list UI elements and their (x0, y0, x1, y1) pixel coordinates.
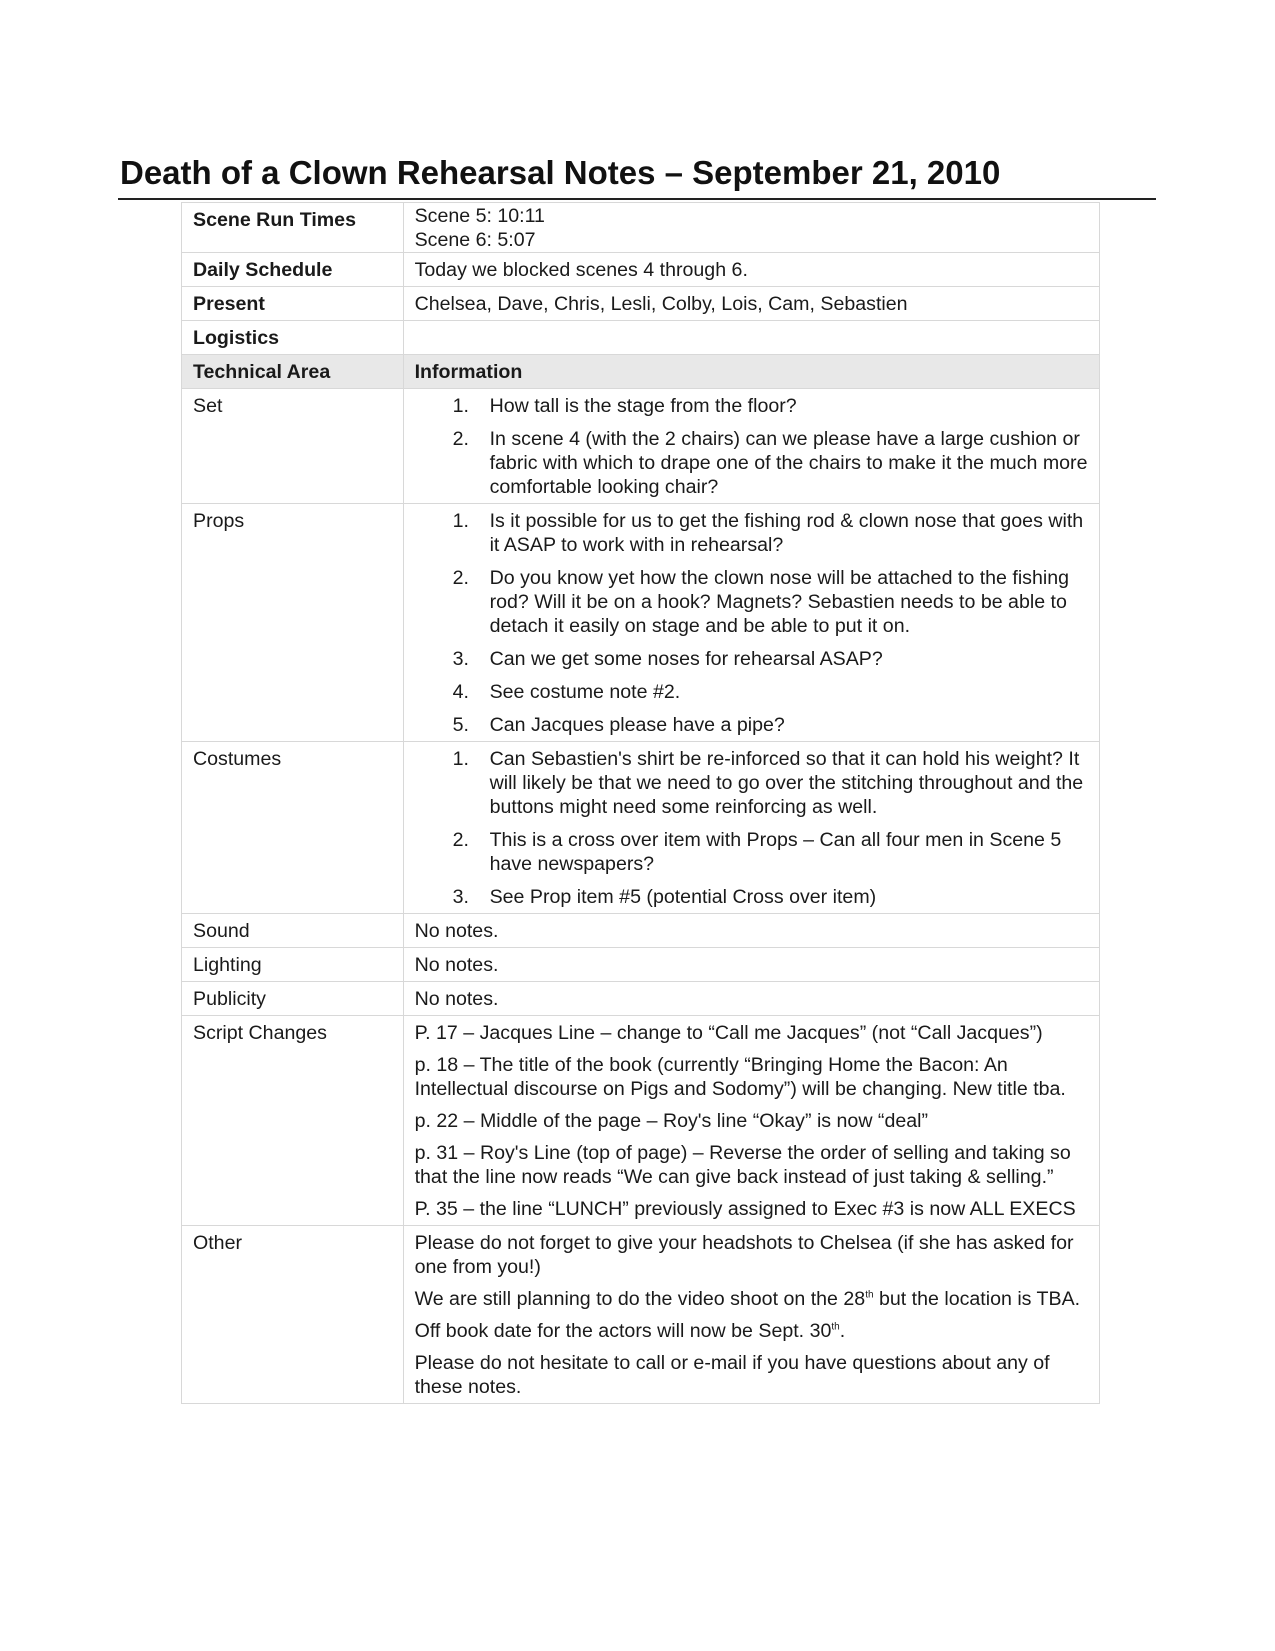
script-change-note: p. 18 – The title of the book (currently “Bringing Home the Bacon: An Intellectual discourse on Pigs and Sodomy”) will be changing. New title tba. (414, 1054, 1066, 1100)
scene-time-line: Scene 6: 5:07 (414, 229, 536, 251)
item-number: 2. (452, 567, 469, 589)
table-header-row (182, 355, 1100, 389)
list-item (415, 566, 1088, 638)
table-row (182, 203, 1100, 253)
publicity-value: No notes. (403, 982, 1099, 1016)
row-label-costumes: Costumes (182, 742, 404, 914)
scene-run-times-value (403, 203, 1099, 253)
row-label-present: Present (182, 287, 404, 321)
table-row (182, 389, 1100, 504)
item-text: This is a cross over item with Props – Can all four men in Scene 5 have newspapers? (489, 829, 1062, 875)
list-item (415, 647, 1088, 671)
table-row (182, 287, 1100, 321)
item-number: 1. (452, 510, 469, 532)
title-underline (118, 198, 1156, 200)
row-label-lighting: Lighting (182, 948, 404, 982)
item-number: 4. (452, 681, 469, 703)
ordinal-suffix: th (865, 1289, 874, 1301)
note-text: . (839, 1320, 846, 1342)
row-label-script-changes: Script Changes (182, 1016, 404, 1226)
table-row (182, 914, 1100, 948)
list-item (415, 828, 1088, 876)
other-note-contact: Please do not hesitate to call or e-mail if you have questions about any of these notes. (414, 1352, 1050, 1398)
script-change-note: p. 22 – Middle of the page – Roy's line “Okay” is now “deal” (414, 1110, 929, 1132)
page-title: Death of a Clown Rehearsal Notes – September 21, 2010 (120, 154, 1001, 191)
list-item (415, 885, 1088, 909)
item-number: 2. (452, 428, 469, 450)
item-number: 5. (452, 714, 469, 736)
list-item (415, 680, 1088, 704)
item-number: 1. (452, 395, 469, 417)
row-label-daily-schedule: Daily Schedule (182, 253, 404, 287)
item-text: How tall is the stage from the floor? (489, 395, 797, 417)
set-list (415, 394, 1088, 499)
logistics-value (403, 321, 1099, 355)
table-row (182, 321, 1100, 355)
row-label-set: Set (182, 389, 404, 504)
row-label-publicity: Publicity (182, 982, 404, 1016)
item-text: Can Jacques please have a pipe? (489, 714, 785, 736)
item-number: 2. (452, 829, 469, 851)
props-list (415, 509, 1088, 737)
item-number: 3. (452, 648, 469, 670)
set-notes (403, 389, 1099, 504)
other-note-off-book (415, 1319, 1088, 1343)
list-item (415, 394, 1088, 418)
table-row (182, 253, 1100, 287)
note-text: Off book date for the actors will now be Sept. 30 (414, 1320, 832, 1342)
list-item (415, 713, 1088, 737)
item-text: Is it possible for us to get the fishing rod & clown nose that goes with it ASAP to work with in rehearsal? (489, 510, 1084, 556)
present-value: Chelsea, Dave, Chris, Lesli, Colby, Lois, Cam, Sebastien (403, 287, 1099, 321)
table-row (182, 504, 1100, 742)
list-item (415, 747, 1088, 819)
daily-schedule-value: Today we blocked scenes 4 through 6. (403, 253, 1099, 287)
row-label-scene-run-times: Scene Run Times (182, 203, 404, 253)
header-information: Information (403, 355, 1099, 389)
lighting-value: No notes. (403, 948, 1099, 982)
sound-value: No notes. (403, 914, 1099, 948)
item-number: 1. (452, 748, 469, 770)
item-text: Can Sebastien's shirt be re-inforced so that it can hold his weight? It will likely be that we need to go over the stitching throughout and the buttons might need some reinforcing as well. (489, 748, 1084, 818)
other-note-video-shoot (415, 1287, 1088, 1311)
row-label-logistics: Logistics (182, 321, 404, 355)
item-text: See costume note #2. (489, 681, 681, 703)
item-text: Do you know yet how the clown nose will be attached to the fishing rod? Will it be on a hook? Magnets? Sebastien needs to be able to detach it easily on stage and be able to put it on. (489, 567, 1070, 637)
row-label-other: Other (182, 1226, 404, 1404)
rehearsal-notes-table (181, 202, 1100, 1404)
scene-time-line: Scene 5: 10:11 (414, 205, 545, 227)
list-item (415, 427, 1088, 499)
script-change-note: P. 17 – Jacques Line – change to “Call me Jacques” (not “Call Jacques”) (414, 1022, 1043, 1044)
costumes-notes (403, 742, 1099, 914)
item-text: See Prop item #5 (potential Cross over item) (489, 886, 877, 908)
header-technical-area: Technical Area (182, 355, 404, 389)
table-row (182, 1226, 1100, 1404)
other-note-headshots: Please do not forget to give your headshots to Chelsea (if she has asked for one from you!) (414, 1232, 1074, 1278)
table-row (182, 1016, 1100, 1226)
costumes-list (415, 747, 1088, 909)
other-notes (403, 1226, 1099, 1404)
table-row (182, 982, 1100, 1016)
item-number: 3. (452, 886, 469, 908)
script-change-note: P. 35 – the line “LUNCH” previously assigned to Exec #3 is now ALL EXECS (414, 1198, 1076, 1220)
script-changes-notes (403, 1016, 1099, 1226)
note-text: We are still planning to do the video shoot on the 28 (414, 1288, 866, 1310)
note-text: but the location is TBA. (873, 1288, 1081, 1310)
row-label-props: Props (182, 504, 404, 742)
table-row (182, 742, 1100, 914)
script-change-note: p. 31 – Roy's Line (top of page) – Reverse the order of selling and taking so that the line now reads “We can give back instead of just taking & selling.” (414, 1142, 1071, 1188)
ordinal-suffix: th (831, 1321, 840, 1333)
item-text: Can we get some noses for rehearsal ASAP? (489, 648, 883, 670)
table-row (182, 948, 1100, 982)
list-item (415, 509, 1088, 557)
props-notes (403, 504, 1099, 742)
item-text: In scene 4 (with the 2 chairs) can we please have a large cushion or fabric with which to drape one of the chairs to make it the much more comfortable looking chair? (489, 428, 1088, 498)
row-label-sound: Sound (182, 914, 404, 948)
